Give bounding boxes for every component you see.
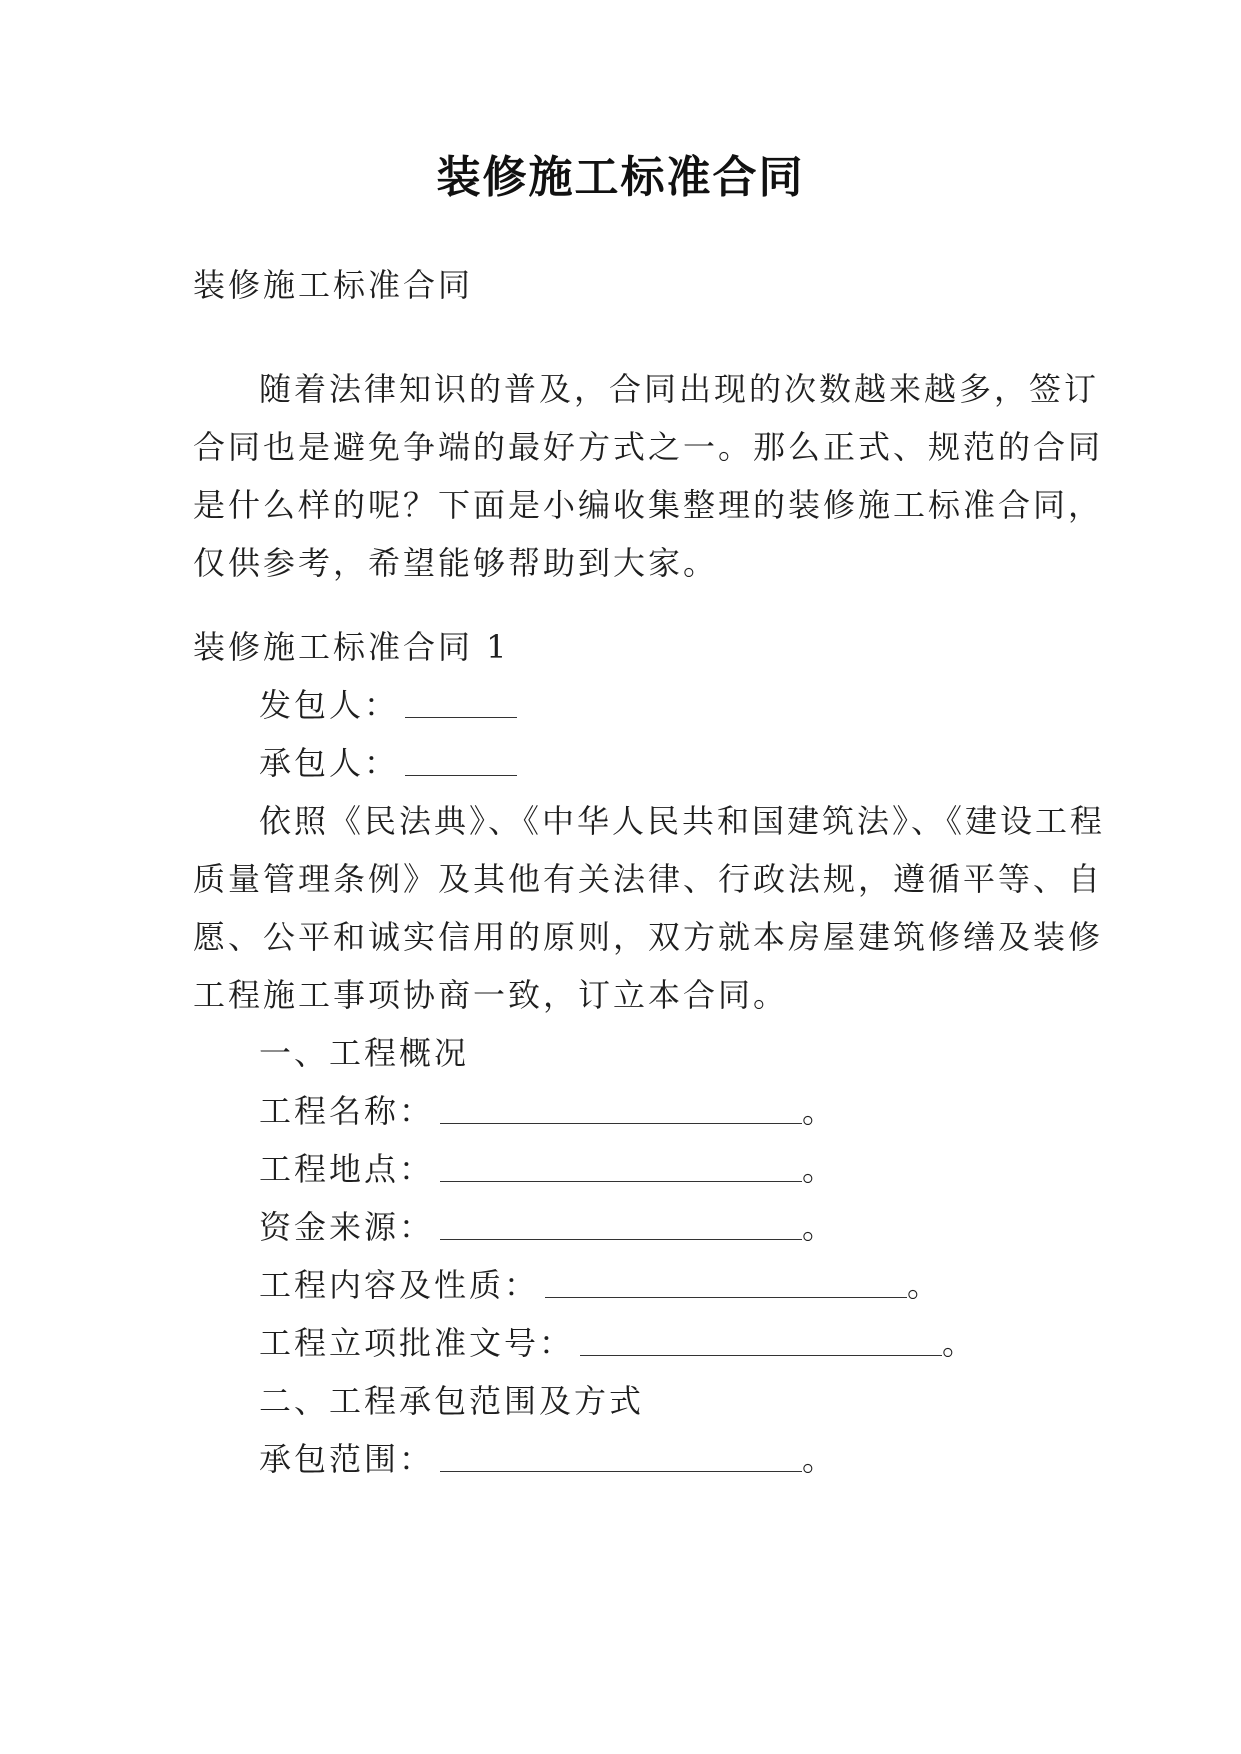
fund-source-blank — [440, 1209, 802, 1240]
section-2-heading: 二、工程承包范围及方式 — [259, 1382, 645, 1420]
party-b-row — [193, 734, 1063, 792]
project-location-label: 工程地点： — [259, 1150, 435, 1188]
contract-scope-blank — [440, 1441, 802, 1472]
contract-body — [193, 618, 1106, 1488]
approval-number-blank — [580, 1325, 942, 1356]
contract-scope-row — [193, 1430, 1063, 1488]
intro-line-1: 随着法律知识的普及，合同出现的次数越来越多，签订 — [259, 370, 1100, 408]
party-a-label: 发包人： — [259, 686, 400, 724]
basis-line-2: 质量管理条例》及其他有关法律、行政法规，遵循平等、自 — [193, 860, 1104, 898]
party-b-blank — [405, 745, 517, 776]
project-location-blank — [440, 1151, 802, 1182]
party-a-row — [193, 676, 1063, 734]
basis-line-1: 依照《民法典》、《中华人民共和国建筑法》、《建设工程 — [259, 802, 1106, 840]
fund-source-row — [193, 1198, 1063, 1256]
project-name-period: 。 — [802, 1092, 838, 1130]
approval-number-row — [193, 1314, 1063, 1372]
contract-scope-label: 承包范围： — [259, 1440, 435, 1478]
approval-number-label: 工程立项批准文号： — [259, 1324, 575, 1362]
project-name-row — [193, 1082, 1063, 1140]
project-name-blank — [440, 1093, 802, 1124]
basis-line-3: 愿、公平和诚实信用的原则，双方就本房屋建筑修缮及装修 — [193, 918, 1104, 956]
basis-line-4: 工程施工事项协商一致，订立本合同。 — [193, 976, 789, 1014]
project-content-row — [193, 1256, 1063, 1314]
project-location-row — [193, 1140, 1063, 1198]
document-title: 装修施工标准合同 — [436, 152, 805, 203]
intro-line-3: 是什么样的呢？下面是小编收集整理的装修施工标准合同， — [193, 486, 1104, 524]
contract-scope-period: 。 — [802, 1440, 838, 1478]
party-a-blank — [405, 687, 517, 718]
intro-line-4: 仅供参考，希望能够帮助到大家。 — [193, 544, 719, 582]
project-location-period: 。 — [802, 1150, 838, 1188]
fund-source-label: 资金来源： — [259, 1208, 435, 1246]
contract-heading: 装修施工标准合同 1 — [193, 628, 510, 666]
project-content-period: 。 — [907, 1266, 943, 1304]
subtitle-text: 装修施工标准合同 — [193, 266, 474, 304]
project-name-label: 工程名称： — [259, 1092, 435, 1130]
intro-paragraph — [193, 360, 1104, 592]
project-content-blank — [545, 1267, 907, 1298]
intro-line-2: 合同也是避免争端的最好方式之一。那么正式、规范的合同 — [193, 428, 1104, 466]
document-subtitle — [193, 256, 1063, 314]
project-content-label: 工程内容及性质： — [259, 1266, 540, 1304]
fund-source-period: 。 — [802, 1208, 838, 1246]
approval-number-period: 。 — [942, 1324, 978, 1362]
section-1-heading: 一、工程概况 — [259, 1034, 470, 1072]
party-b-label: 承包人： — [259, 744, 400, 782]
